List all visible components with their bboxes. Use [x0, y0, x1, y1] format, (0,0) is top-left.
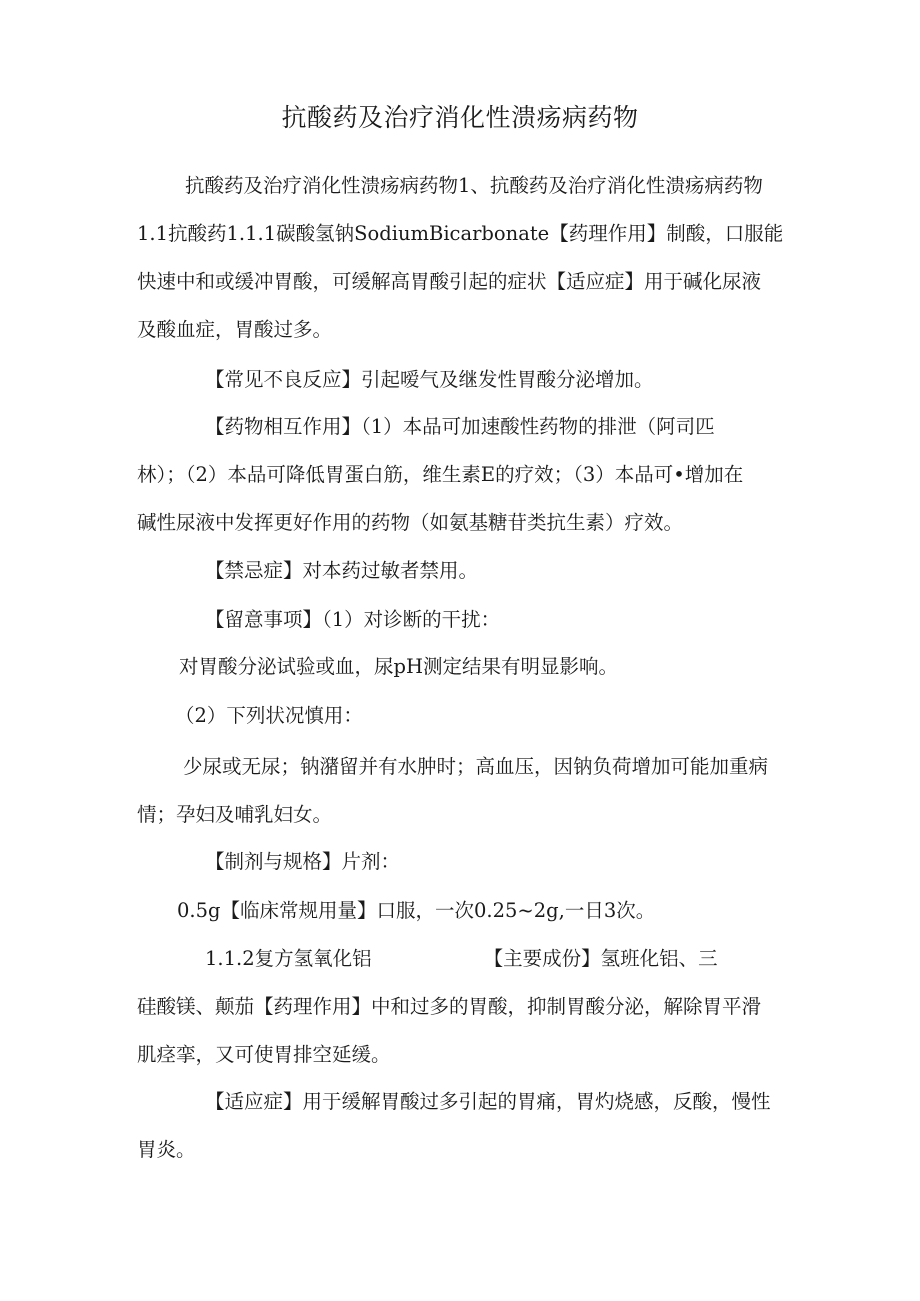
text-line: （2）下列状况慎用：: [175, 704, 363, 727]
paragraph: [137, 356, 787, 404]
text-line: 情；孕妇及哺乳妇女。: [137, 803, 333, 826]
text-line: 【禁忌症】对本药过敏者禁用。: [205, 559, 479, 582]
text-line: 抗酸药及治疗消化性溃疡病药物1、抗酸药及治疗消化性溃疡病药物: [185, 174, 763, 197]
paragraph: [137, 1078, 787, 1174]
paragraph: [137, 887, 787, 935]
text-line: 快速中和或缓冲胃酸，可缓解高胃酸引起的症状【适应症】用于碱化尿液: [137, 270, 762, 293]
text-line: 【常见不良反应】引起嗳气及继发性胃酸分泌增加。: [205, 368, 654, 391]
paragraph: [137, 596, 787, 644]
paragraph: [137, 838, 787, 886]
text-line: 碱性尿液中发挥更好作用的药物（如氨基糖苷类抗生素）疗效。: [137, 511, 684, 534]
page-title: 抗酸药及治疗消化性溃疡病药物: [281, 103, 639, 132]
paragraph: [137, 643, 787, 691]
text-line: 0.5g【临床常规用量】口服，一次0.25~2g,一日3次。: [177, 899, 656, 922]
text-segment: 【主要成份】氢班化铝、三: [483, 947, 718, 970]
text-line: 及酸血症，胃酸过多。: [137, 318, 333, 341]
paragraph: [137, 692, 787, 740]
text-line: 【留意事项】（1）对诊断的干扰：: [205, 608, 501, 631]
text-line: 胃炎。: [137, 1138, 196, 1161]
paragraph: [137, 743, 787, 839]
text-line: 硅酸镁、颠茄【药理作用】中和过多的胃酸，抑制胃酸分泌，解除胃平滑: [137, 995, 762, 1018]
text-line: 肌痉挛，又可使胃排空延缓。: [137, 1043, 391, 1066]
text-line: 【制剂与规格】片剂：: [205, 850, 401, 873]
text-line: 【适应症】用于缓解胃酸过多引起的胃痛，胃灼烧感，反酸，慢性: [205, 1090, 771, 1113]
paragraph: [137, 935, 787, 1079]
text-line: 对胃酸分泌试验或血，尿pH测定结果有明显影响。: [179, 655, 618, 678]
text-line: 1.1抗酸药1.1.1碳酸氢钠SodiumBicarbonate【药理作用】制酸，口服能: [137, 222, 784, 245]
paragraph: [137, 162, 787, 354]
text-line: [137, 935, 787, 983]
section-heading: 1.1.2复方氢氧化铝: [205, 947, 372, 970]
text-line: 少尿或无尿；钠潴留并有水肿时；高血压，因钠负荷增加可能加重病: [183, 755, 769, 778]
paragraph: [137, 403, 787, 547]
text-line: 林）；（2）本品可降低胃蛋白筋，维生素E的疗效；（3）本品可•增加在: [137, 463, 744, 486]
paragraph: [137, 547, 787, 595]
text-line: 【药物相互作用】（1）本品可加速酸性药物的排泄（阿司匹: [205, 415, 715, 438]
